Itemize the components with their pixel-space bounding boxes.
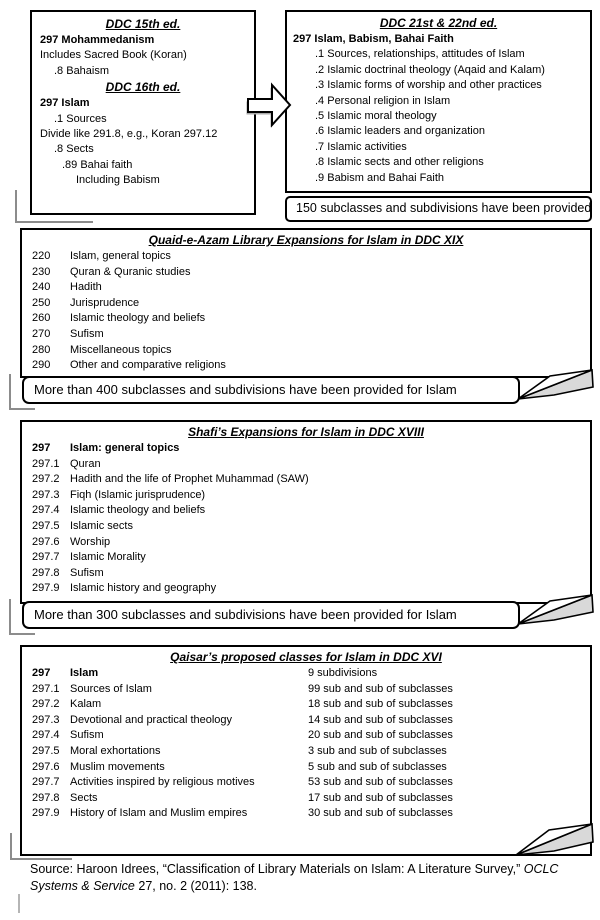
subdivision-count: 53 sub and sub of subclasses xyxy=(308,776,453,789)
table-row xyxy=(22,806,590,822)
quaid-title: Quaid-e-Azam Library Expansions for Islam in DDC XIX xyxy=(148,233,464,247)
class-number: 297.8 xyxy=(32,566,60,579)
class-label: Islam, general topics xyxy=(70,250,171,262)
class-label: Islamic Morality xyxy=(70,551,146,564)
classification-line: .2 Islamic doctrinal theology (Aqaid and Kalam) xyxy=(315,63,545,76)
class-label: Quran & Quranic studies xyxy=(70,265,191,278)
class-label: Quran xyxy=(70,457,101,470)
class-label: Hadith xyxy=(70,281,102,294)
source-issue: 27, no. 2 (2011): 138. xyxy=(134,879,257,893)
class-label: Jurisprudence xyxy=(70,296,140,309)
class-number: 297.1 xyxy=(32,457,60,470)
page-curl-icon xyxy=(516,592,594,626)
table-row xyxy=(22,358,590,374)
table-row xyxy=(22,441,590,457)
class-label: Islamic theology and beliefs xyxy=(70,504,206,517)
classification-line: .8 Sects xyxy=(54,143,94,156)
class-label: Activities inspired by religious motives xyxy=(70,776,255,789)
class-number: 297.2 xyxy=(32,698,60,711)
table-row xyxy=(22,327,590,343)
class-number: 230 xyxy=(32,265,51,278)
class-label: Miscellaneous topics xyxy=(70,343,172,356)
ddc16-section xyxy=(40,79,246,188)
class-number: 297.3 xyxy=(32,713,60,726)
source-journal: OCLC Systems & Service xyxy=(30,862,559,893)
classification-line: .6 Islamic leaders and organization xyxy=(315,125,485,138)
class-number: 297 xyxy=(32,667,51,679)
classification-line: .1 Sources xyxy=(54,112,107,125)
qaisar-rows xyxy=(22,666,590,822)
class-label: Kalam xyxy=(70,698,102,711)
class-label: Islamic theology and beliefs xyxy=(70,312,206,325)
subdivision-count: 5 sub and sub of subclasses xyxy=(308,760,447,773)
class-label: Sufism xyxy=(70,729,104,742)
class-label: Hadith and the life of Prophet Muhammad (SAW) xyxy=(70,473,309,486)
right-arrow-icon xyxy=(246,79,292,129)
ddc-21-22-box xyxy=(285,10,592,193)
classification-line: Includes Sacred Book (Koran) xyxy=(40,49,187,62)
page-curl-icon xyxy=(514,820,594,857)
class-number: 250 xyxy=(32,296,51,309)
ddc15-title: DDC 15th ed. xyxy=(105,17,181,31)
ddc15-section xyxy=(40,16,246,79)
ddc15-lines xyxy=(40,33,246,79)
class-label: Sufism xyxy=(70,566,104,579)
class-number: 297.6 xyxy=(32,760,60,773)
class-number: 297.2 xyxy=(32,473,60,486)
class-number: 297.8 xyxy=(32,791,60,804)
table-row xyxy=(22,713,590,729)
quaid-banner: More than 400 subclasses and subdivisions have been provided for Islam xyxy=(22,376,520,404)
table-row xyxy=(22,791,590,807)
subdivision-count: 14 sub and sub of subclasses xyxy=(308,713,453,726)
class-label: Devotional and practical theology xyxy=(70,713,233,726)
table-row xyxy=(22,744,590,760)
class-label: Islam: general topics xyxy=(70,442,180,454)
classification-line: .5 Islamic moral theology xyxy=(315,110,437,123)
ddc16-title: DDC 16th ed. xyxy=(105,80,181,95)
table-row xyxy=(22,503,590,519)
source-citation xyxy=(30,861,582,895)
subdivision-count: 20 sub and sub of subclasses xyxy=(308,729,453,742)
classification-line: .9 Babism and Bahai Faith xyxy=(315,171,445,184)
classification-line: Including Babism xyxy=(76,174,160,187)
subdivision-count: 9 subdivisions xyxy=(308,667,378,679)
ddc21-22-items xyxy=(293,47,584,186)
shafi-box xyxy=(20,420,592,604)
class-label: Sufism xyxy=(70,327,104,340)
class-number: 297 xyxy=(32,442,51,454)
class-number: 270 xyxy=(32,327,51,340)
cropped-border-line xyxy=(18,894,20,913)
class-number: 280 xyxy=(32,343,51,356)
class-label: Worship xyxy=(70,535,111,548)
quaid-rows xyxy=(22,249,590,374)
ddc-15-16-box xyxy=(30,10,256,215)
table-row xyxy=(22,775,590,791)
page-curl-icon xyxy=(516,367,594,401)
class-number: 290 xyxy=(32,359,51,372)
qaisar-title: Qaisar’s proposed classes for Islam in DDC XVI xyxy=(170,650,442,664)
class-number: 297.7 xyxy=(32,551,60,564)
table-row xyxy=(22,566,590,582)
subdivision-count: 17 sub and sub of subclasses xyxy=(308,791,453,804)
class-number: 297.5 xyxy=(32,519,60,532)
table-row xyxy=(22,697,590,713)
class-number: 240 xyxy=(32,281,51,294)
subdivision-count: 99 sub and sub of subclasses xyxy=(308,682,453,695)
class-number: 297.7 xyxy=(32,776,60,789)
table-row xyxy=(22,311,590,327)
class-label: Sources of Islam xyxy=(70,682,152,695)
class-label: Other and comparative religions xyxy=(70,359,226,372)
table-row xyxy=(22,343,590,359)
class-label: Muslim movements xyxy=(70,760,165,773)
table-row xyxy=(22,249,590,265)
class-label: Sects xyxy=(70,791,98,804)
classification-line: .4 Personal religion in Islam xyxy=(315,94,451,107)
class-label: Islam xyxy=(70,667,99,679)
classification-line: 297 Mohammedanism xyxy=(40,34,155,46)
classification-line: 297 Islam xyxy=(40,97,90,110)
table-row xyxy=(22,728,590,744)
ddc21-22-title: DDC 21st & 22nd ed. xyxy=(379,16,498,30)
subdivision-count: 18 sub and sub of subclasses xyxy=(308,698,453,711)
class-number: 297.4 xyxy=(32,729,60,742)
table-row xyxy=(22,472,590,488)
quaid-box xyxy=(20,228,592,378)
ddc21-22-note: 150 subclasses and subdivisions have been provided xyxy=(285,196,592,222)
table-row xyxy=(22,488,590,504)
shafi-banner: More than 300 subclasses and subdivisions have been provided for Islam xyxy=(22,601,520,629)
classification-line: .7 Islamic activities xyxy=(315,140,407,153)
class-label: Fiqh (Islamic jurisprudence) xyxy=(70,488,206,501)
class-number: 297.5 xyxy=(32,744,60,757)
class-number: 297.6 xyxy=(32,535,60,548)
table-row xyxy=(22,519,590,535)
class-number: 297.9 xyxy=(32,807,60,820)
table-row xyxy=(22,457,590,473)
classification-line: .3 Islamic forms of worship and other practices xyxy=(315,79,542,92)
class-label: History of Islam and Muslim empires xyxy=(70,807,248,820)
class-number: 297.3 xyxy=(32,488,60,501)
table-row xyxy=(22,666,590,682)
ddc16-lines xyxy=(40,96,246,188)
class-number: 297.1 xyxy=(32,682,60,695)
table-row xyxy=(22,535,590,551)
qaisar-box xyxy=(20,645,592,856)
subdivision-count: 30 sub and sub of subclasses xyxy=(308,807,453,820)
classification-line: .89 Bahai faith xyxy=(62,158,133,171)
class-number: 260 xyxy=(32,312,51,325)
subdivision-count: 3 sub and sub of subclasses xyxy=(308,744,447,757)
ddc21-22-header: 297 Islam, Babism, Bahai Faith xyxy=(293,33,454,45)
shafi-rows xyxy=(22,441,590,597)
class-number: 220 xyxy=(32,250,51,262)
class-number: 297.4 xyxy=(32,504,60,517)
table-row xyxy=(22,760,590,776)
table-row xyxy=(22,550,590,566)
table-row xyxy=(22,280,590,296)
classification-line: .8 Bahaism xyxy=(54,64,110,77)
class-number: 297.9 xyxy=(32,582,60,595)
table-row xyxy=(22,581,590,597)
classification-line: .8 Islamic sects and other religions xyxy=(315,156,484,169)
class-label: Islamic history and geography xyxy=(70,582,217,595)
classification-line: Divide like 291.8, e.g., Koran 297.12 xyxy=(40,128,218,141)
class-label: Moral exhortations xyxy=(70,744,161,757)
table-row xyxy=(22,296,590,312)
shafi-title: Shafi’s Expansions for Islam in DDC XVIII xyxy=(188,425,424,439)
table-row xyxy=(22,682,590,698)
table-row xyxy=(22,265,590,281)
source-text: Source: Haroon Idrees, “Classification of Library Materials on Islam: A Literature Survey,” xyxy=(30,862,524,876)
class-label: Islamic sects xyxy=(70,519,133,532)
classification-line: .1 Sources, relationships, attitudes of Islam xyxy=(315,48,525,61)
